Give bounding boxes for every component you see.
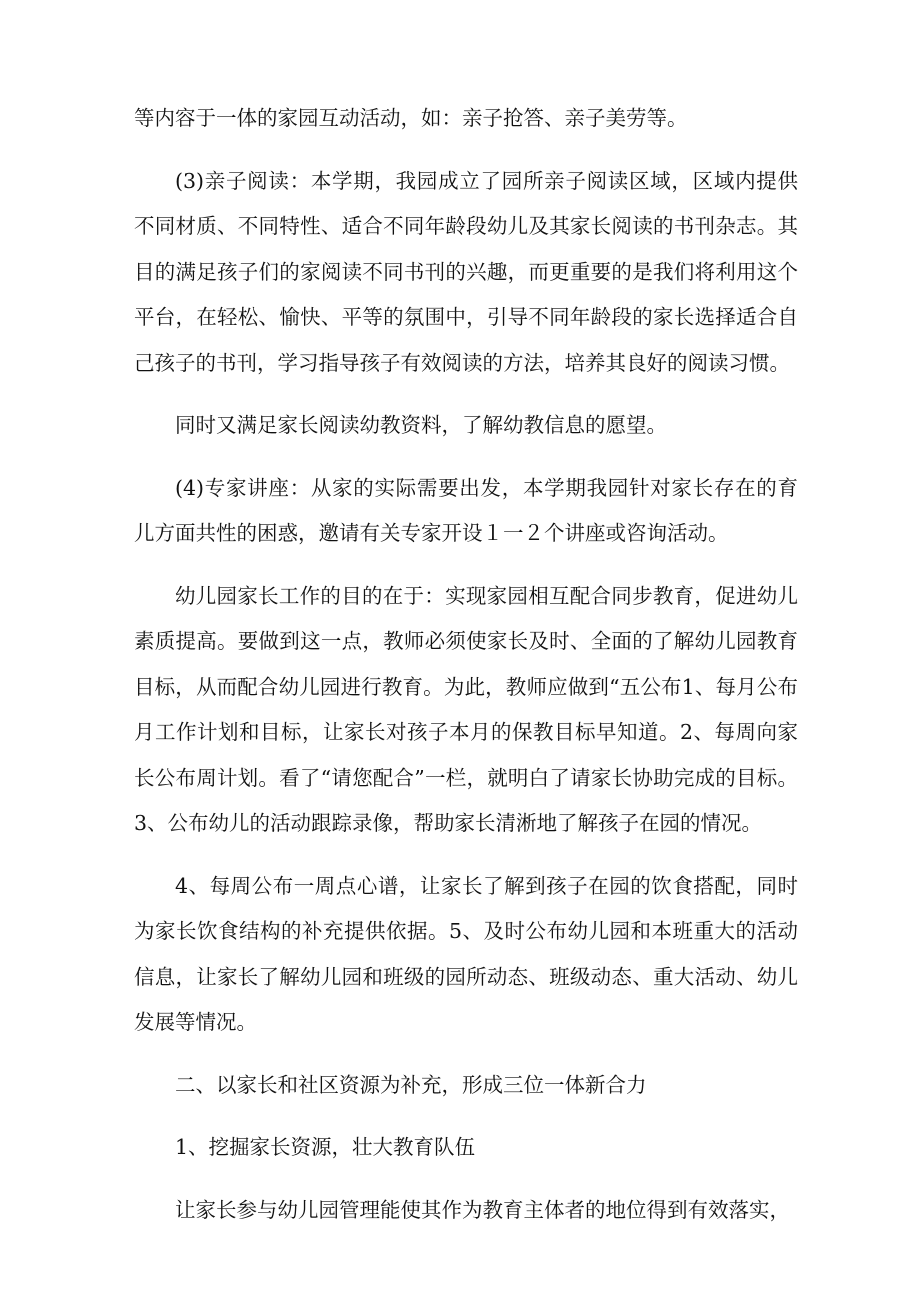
subsection-heading: 1、挖掘家长资源，壮大教育队伍: [175, 1135, 476, 1159]
paragraph-5: 幼儿园家长工作的目的在于：实现家园相互配合同步教育，促进幼儿素质提高。要做到这一点，教师必须使家长及时、全面的了解幼儿园教育目标，从而配合幼儿园进行教育。为此，教师应做到“五公布1、每月公布月工作计划和目标，让家长对孩子本月的保教目标早知道。2、每周向家长公布周计划。看了“请您配合”一栏，就明白了请家长协助完成的目标。3、公布幼儿的活动跟踪录像，帮助家长清淅地了解孩子在园的情况。: [134, 583, 798, 835]
section-heading: 二、以家长和社区资源为补充，形成三位一体新合力: [175, 1072, 647, 1097]
paragraph-6: 4、每周公布一周点心谱，让家长了解到孩子在园的饮食搭配，同时为家长饮食结构的补充提供依据。5、及时公布幼儿园和本班重大的活动信息，让家长了解幼儿园和班级的园所动态、班级动态、重大活动、幼儿发展等情况。: [134, 873, 798, 1034]
paragraph-9: 让家长参与幼儿园管理能使其作为教育主体者的地位得到有效落实，: [175, 1197, 790, 1222]
paragraph-3: 同时又满足家长阅读幼教资料，了解幼教信息的愿望。: [175, 413, 667, 437]
document-body: [134, 96, 798, 1250]
paragraph-2: (3)亲子阅读：本学期，我园成立了园所亲子阅读区域，区域内提供不同材质、不同特性、适合不同年龄段幼儿及其家长阅读的书刊杂志。其目的满足孩子们的家阅读不同书刊的兴趣，而更重要的是我们将利用这个平台，在轻松、愉快、平等的氛围中，引导不同年龄段的家长选择适合自己孩子的书刊，学习指导孩子有效阅读的方法，培养其良好的阅读习惯。: [134, 168, 798, 375]
paragraph-1: 等内容于一体的家园互动活动，如：亲子抢答、亲子美劳等。: [134, 106, 688, 130]
paragraph-4: (4)专家讲座：从家的实际需要出发，本学期我园针对家长存在的育儿方面共性的困惑，邀请有关专家开设１一２个讲座或咨询活动。: [134, 475, 798, 545]
